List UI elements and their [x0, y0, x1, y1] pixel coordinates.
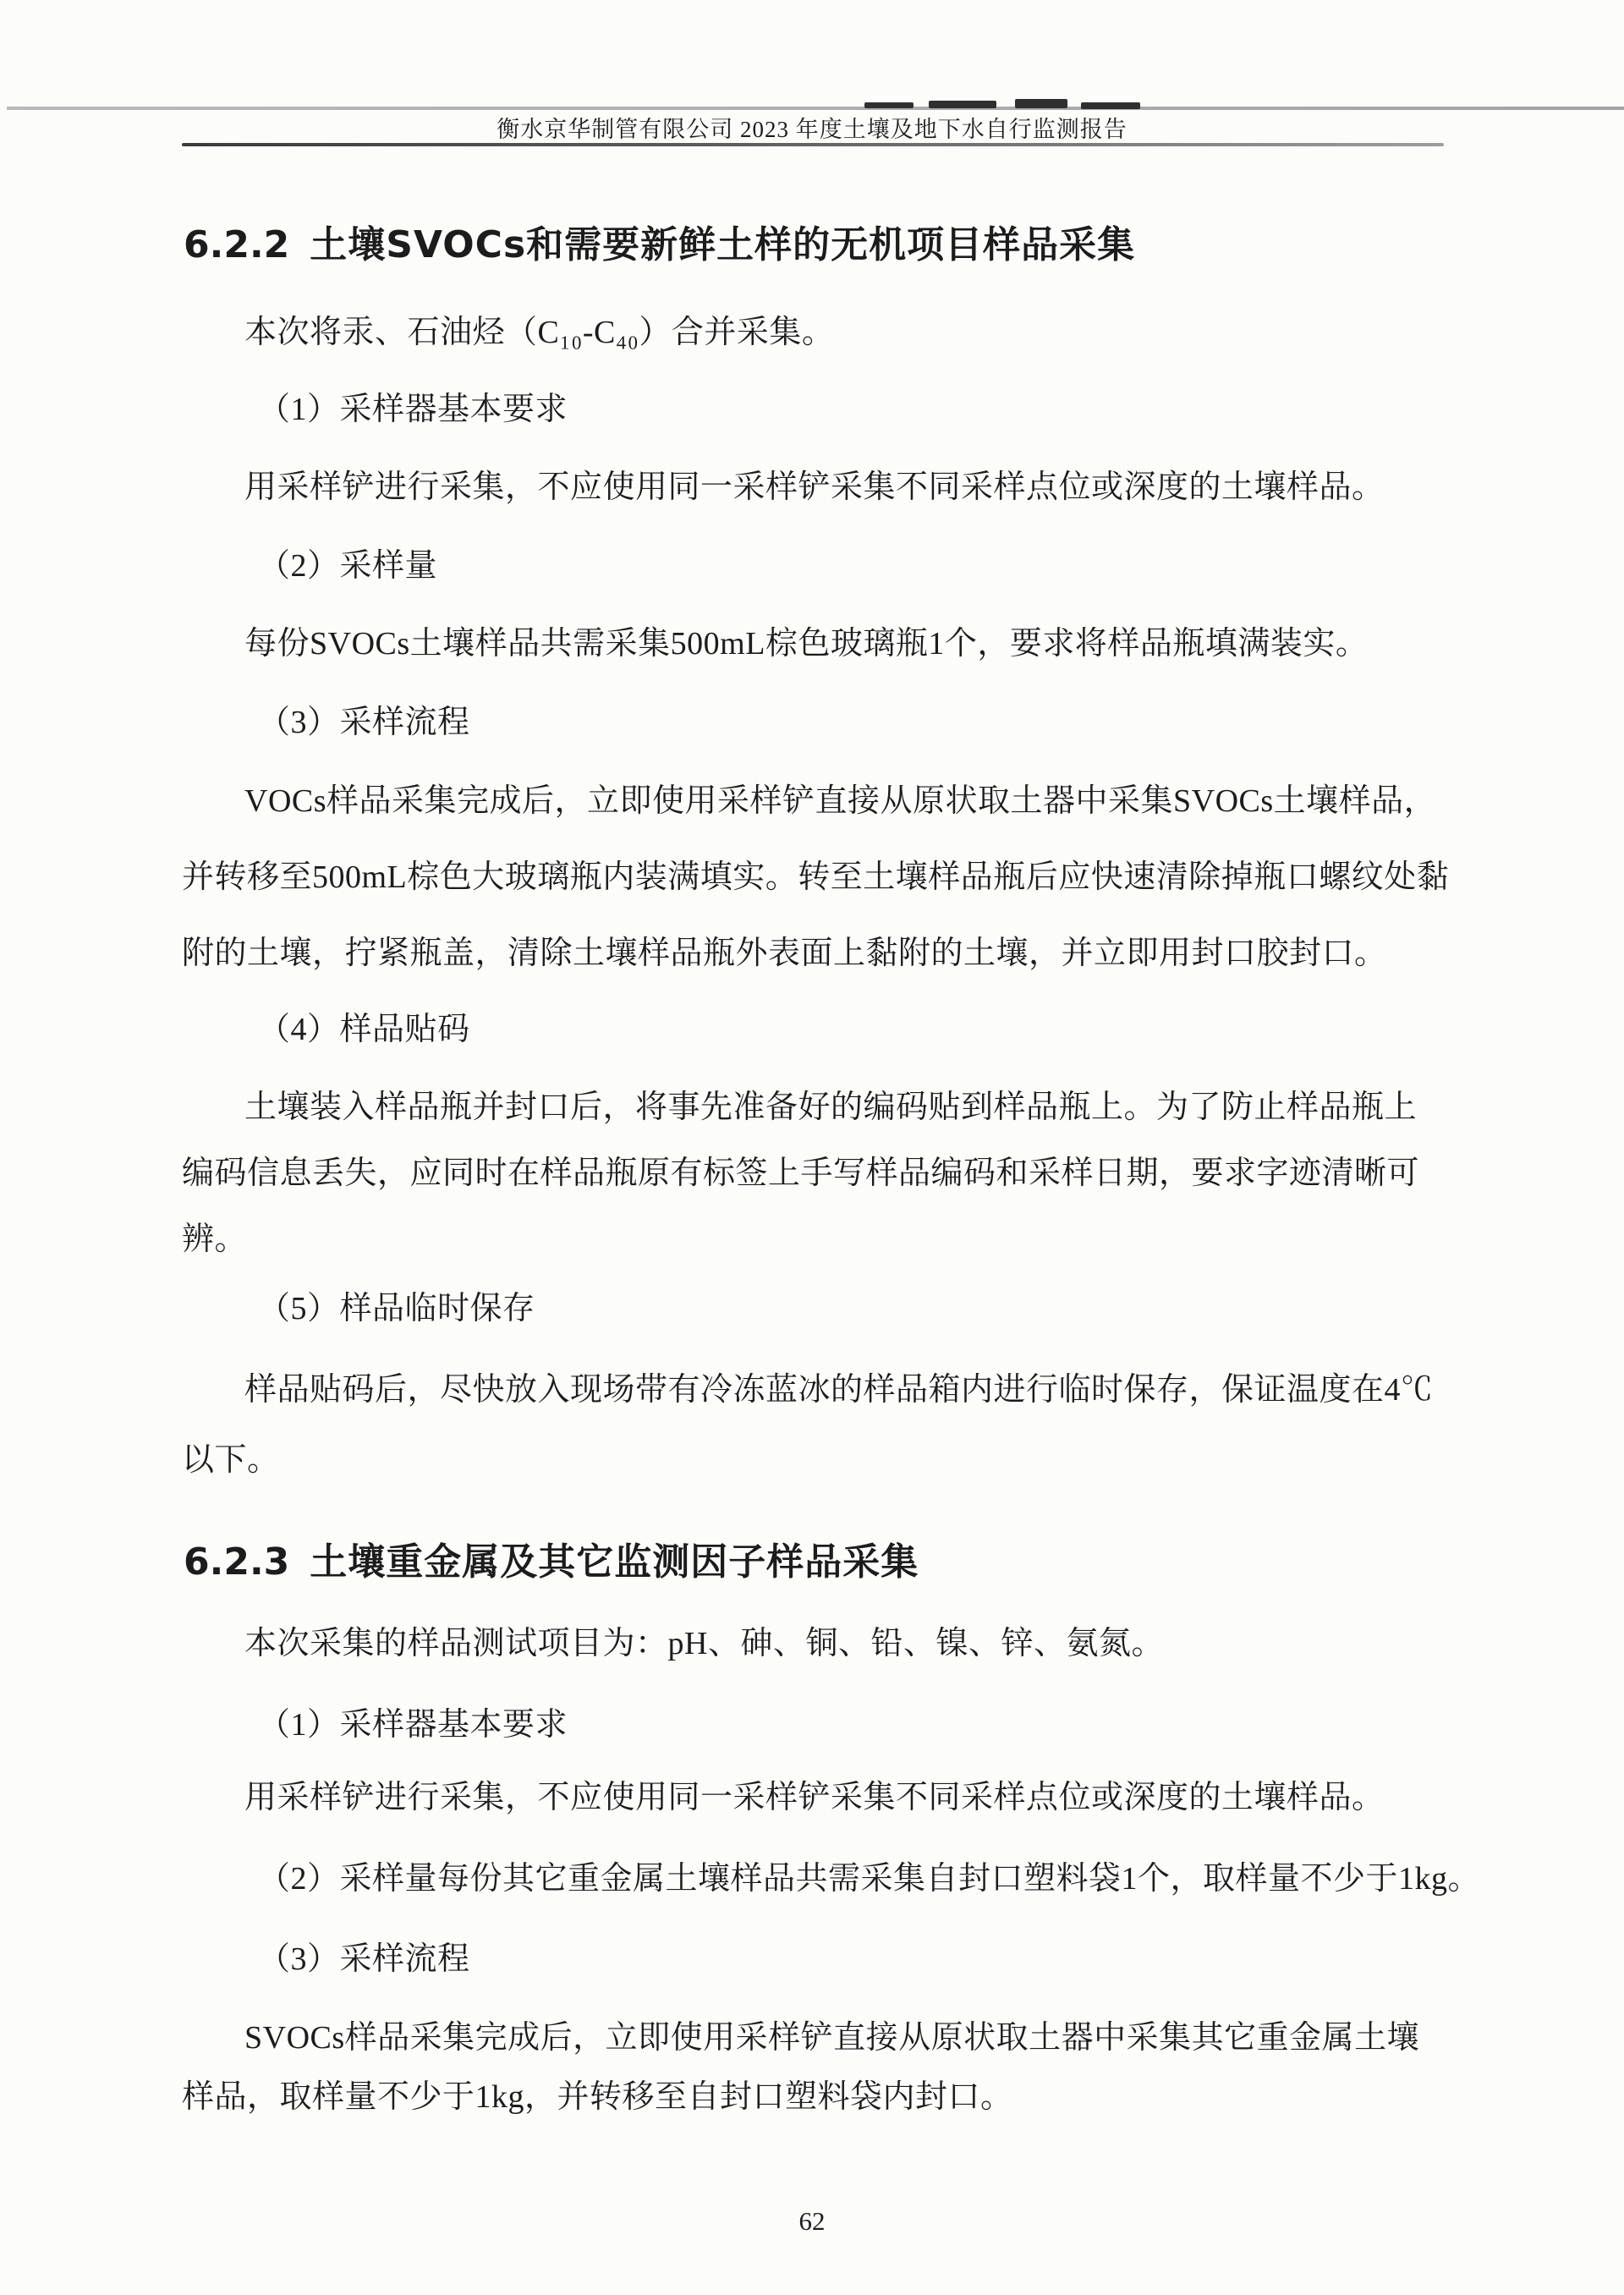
scan-artifact-dash — [864, 102, 914, 108]
section-number: 6.2.2 — [184, 223, 290, 266]
body-line: 用采样铲进行采集，不应使用同一采样铲采集不同采样点位或深度的土壤样品。 — [244, 1780, 1385, 1815]
body-line: 每份SVOCs土壤样品共需采集500mL棕色玻璃瓶1个，要求将样品瓶填满装实。 — [244, 626, 1369, 662]
running-head-rule — [182, 143, 1444, 146]
body-line: （5）样品临时保存 — [258, 1291, 535, 1326]
body-line: 样品贴码后，尽快放入现场带有冷冻蓝冰的样品箱内进行临时保存，保证温度在4℃ — [244, 1372, 1434, 1408]
body-line: 并转移至500mL棕色大玻璃瓶内装满填实。转至土壤样品瓶后应快速清除掉瓶口螺纹处黏 — [182, 859, 1450, 895]
body-line: 以下。 — [182, 1442, 280, 1478]
section-title: 土壤SVOCs和需要新鲜土样的无机项目样品采集 — [310, 223, 1136, 266]
body-line: 附的土壤，拧紧瓶盖，清除土壤样品瓶外表面上黏附的土壤，并立即用封口胶封口。 — [182, 936, 1387, 971]
body-line: （3）采样流程 — [258, 1941, 470, 1977]
body-line: 编码信息丢失，应同时在样品瓶原有标签上手写样品编码和采样日期，要求字迹清晰可 — [182, 1156, 1420, 1191]
body-line: 本次采集的样品测试项目为：pH、砷、铜、铅、镍、锌、氨氮。 — [244, 1626, 1164, 1661]
body-line: （2）采样量每份其它重金属土壤样品共需采集自封口塑料袋1个，取样量不少于1kg。 — [258, 1861, 1481, 1897]
section-title: 土壤重金属及其它监测因子样品采集 — [310, 1540, 919, 1584]
scan-artifact-dash — [929, 101, 996, 108]
body-line: （3）采样流程 — [258, 705, 470, 740]
body-line: 样品，取样量不少于1kg，并转移至自封口塑料袋内封口。 — [182, 2079, 1013, 2115]
scan-artifact-dash — [1081, 102, 1140, 109]
scan-artifact-dash — [1015, 99, 1067, 108]
section-heading-623 — [184, 1531, 919, 1585]
body-line: 用采样铲进行采集，不应使用同一采样铲采集不同采样点位或深度的土壤样品。 — [244, 469, 1385, 505]
body-line: VOCs样品采集完成后，立即使用采样铲直接从原状取土器中采集SVOCs土壤样品， — [244, 783, 1437, 819]
body-line: （2）采样量 — [258, 548, 438, 584]
body-line: SVOCs样品采集完成后，立即使用采样铲直接从原状取土器中采集其它重金属土壤 — [244, 2020, 1420, 2056]
body-line: 本次将汞、石油烃（C₁₀-C₄₀）合并采集。 — [244, 315, 835, 350]
section-number: 6.2.3 — [184, 1540, 290, 1584]
running-head-title: 衡水京华制管有限公司 2023 年度土壤及地下水自行监测报告 — [497, 117, 1127, 142]
section-heading-622 — [184, 214, 1135, 268]
body-line: （1）采样器基本要求 — [258, 392, 568, 427]
body-line: 辨。 — [182, 1222, 248, 1257]
page-number: 62 — [798, 2206, 826, 2236]
page-top-rule — [7, 107, 1624, 110]
body-line: 土壤装入样品瓶并封口后，将事先准备好的编码贴到样品瓶上。为了防止样品瓶上 — [244, 1090, 1418, 1125]
body-line: （1）采样器基本要求 — [258, 1707, 568, 1743]
body-line: （4）样品贴码 — [258, 1012, 470, 1047]
